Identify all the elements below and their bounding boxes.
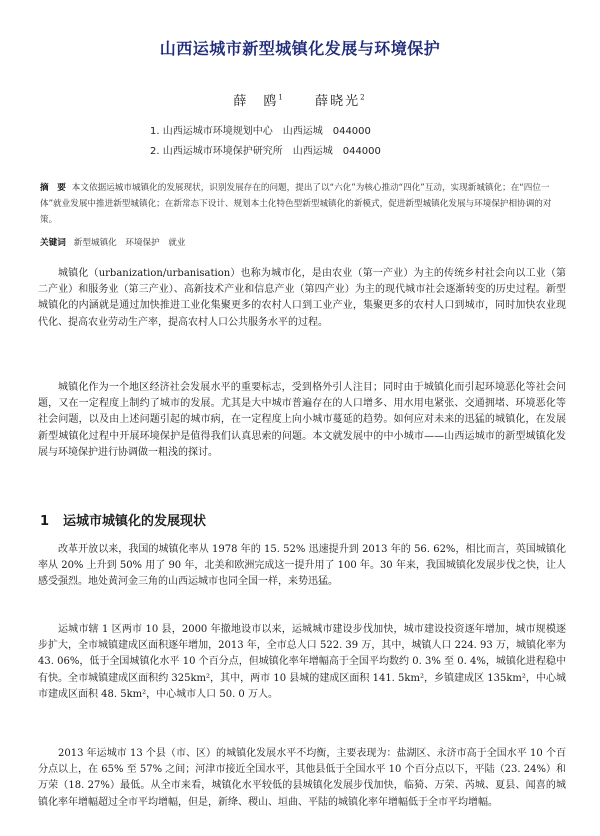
section-heading (40, 510, 560, 529)
author-name: 薛 鸥 (233, 94, 279, 109)
abstract-text: 本文依据运城市城镇化的发展现状，识别发展存在的问题，提出了以“六化”为核心推动“四化”互动，实现新城镇化；在“四位一体”就业发展中推进新型城镇化；在新常态下设计、规划本土化特色型新型城镇化的新模式，促进新型城镇化发展与环境保护相协调的对策。 (40, 183, 552, 225)
author-affiliation-mark: 2 (360, 93, 367, 102)
keywords (40, 236, 568, 248)
body-paragraph: 运城市辖 1 区两市 10 县，2000 年撤地设市以来，运城城市建设步伐加快，城市建设投资逐年增加，城市规模逐步扩大，全市城镇建成区面积逐年增加，2013 年，全市总人口 522. 39 万，其中，城镇人口 224. 93 万，城镇化率为 43. 06%，低于全国城镇化水平 10 个百分点，但城镇化率年增幅高于全国平均数约 0. 3% 至 0. 4%，城镇化进程稳中有快。全市城镇建成区面积约 325km²，其中，两市 10 县城的建成区面积 141. 5km²，乡镇建成区 135km²，中心城市建成区面积 48. 5km²，中心城市人口 50. 0 万人。 (38, 624, 566, 700)
abstract (40, 180, 568, 228)
body-paragraph: 改革开放以来，我国的城镇化率从 1978 年的 15. 52% 迅速提升到 2013 年的 56. 62%，相比而言，英国城镇化率从 20% 上升到 50% 用了 90 年，北美和欧洲完成这一提升用了 100 年。30 年来，我国城镇化发展步伐之快，让人感受强烈。地处黄河金三角的山西运城市也同全国一样，来势迅猛。 (38, 544, 566, 588)
keywords-text: 新型城镇化 环境保护 就业 (73, 238, 186, 248)
affiliation-1: 1. 山西运城市环境规划中心 山西运城 044000 (150, 126, 371, 137)
section-title: 运城市城镇化的发展现状 (63, 514, 207, 529)
intro-paragraph: 城镇化（urbanization/urbanisation）也称为城市化，是由农业（第一产业）为主的传统乡村社会向以工业（第二产业）和服务业（第三产业）、高新技术产业和信息产业（第四产业）为主的现代城市社会逐渐转变的历史过程。新型城镇化的内涵就是通过加快推进工业化集聚更多的农村人口到工业产业，集聚更多的农村人口到城市，同时加快农业现代化、提高农业劳动生产率，提高农村人口公共服务水平的过程。 (38, 268, 566, 328)
intro-paragraph: 城镇化作为一个地区经济社会发展水平的重要标志，受到格外引人注目；同时由于城镇化而引起环境恶化等社会问题，又在一定程度上制约了城市的发展。尤其是大中城市普遍存在的人口增多、用水用电紧张、交通拥堵、环境恶化等社会问题，以及由上述问题引起的城市病，在一定程度上向小城市蔓延的趋势。如何应对未来的迅猛的城镇化，在发展新型城镇化过程中开展环境保护是值得我们认真思索的问题。本文就发展中的中小城市——山西运城市的新型城镇化发展与环境保护进行协调做一粗浅的探讨。 (38, 382, 566, 458)
author-name: 薛晓光 (315, 94, 361, 109)
author-line (0, 90, 600, 109)
keywords-label: 关键词 (40, 238, 66, 248)
section-number: 1 (40, 514, 50, 529)
abstract-label: 摘 要 (40, 183, 66, 193)
paper-title: 山西运城市新型城镇化发展与环境保护 (159, 39, 441, 58)
affiliation-2: 2. 山西运城市环境保护研究所 山西运城 044000 (150, 146, 381, 157)
author-affiliation-mark: 1 (278, 93, 285, 102)
body-paragraph: 2013 年运城市 13 个县（市、区）的城镇化发展水平不均衡，主要表现为：盐湖区、永济市高于全国水平 10 个百分点以上，在 65% 至 57% 之间；河津市接近全国水平，其他县低于全国水平 10 个百分点以下，平陆（23. 24%）和万荣（18. 27%）最低。从全市来看，城镇化水平较低的县城镇化发展步伐加快，临猗、万荣、芮城、夏县、闻喜的城镇化率年增幅超过全市平均增幅，但是，新绛、稷山、垣曲、平陆的城镇化率年增幅低于全市平均增幅。 (38, 748, 566, 808)
